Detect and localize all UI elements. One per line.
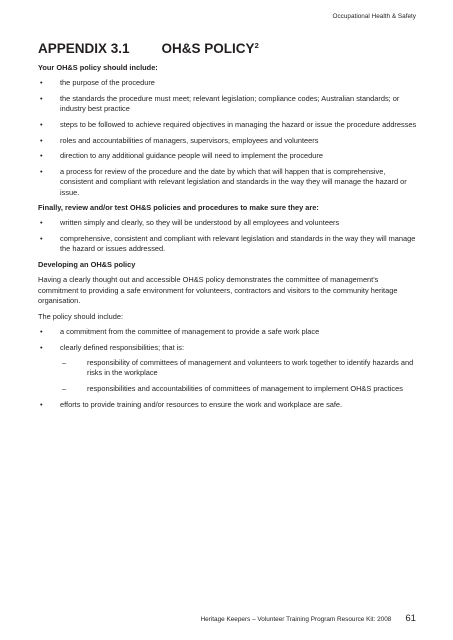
list-item-text: roles and accountabilities of managers, supervisors, employees and volunteers: [60, 135, 319, 145]
section-heading-review: Finally, review and/or test OH&S policies and procedures to make sure they are:: [38, 203, 319, 213]
footer-text: Heritage Keepers – Volunteer Training Program Resource Kit: 2008: [200, 616, 392, 623]
bullet-icon: •: [40, 234, 43, 244]
bullet-icon: •: [40, 327, 43, 337]
list-item: [38, 78, 417, 88]
list-item-text: the purpose of the procedure: [60, 78, 155, 87]
bullet-icon: •: [40, 93, 43, 103]
running-header: Occupational Health & Safety: [332, 13, 416, 20]
footnote-marker: 2: [254, 41, 259, 50]
appendix-number: APPENDIX 3.1: [38, 41, 130, 56]
bullet-icon: •: [40, 151, 43, 161]
list-item-text: steps to be followed to achieve required objectives in managing the hazard or issue the procedure addresses: [60, 119, 417, 129]
sub-list-item-text: responsibilities and accountabilities of committees of management to implement OH&S practices: [87, 384, 403, 394]
dash-icon: –: [62, 384, 67, 394]
list-item: [38, 343, 417, 394]
sub-list-item: [60, 384, 417, 394]
section-heading-include: Your OH&S policy should include:: [38, 63, 158, 72]
bullet-icon: •: [40, 119, 43, 129]
list-item: [38, 120, 417, 130]
list-item-text: clearly defined responsibilities; that is:: [60, 342, 185, 352]
list-item-text: a commitment from the committee of management to provide a safe work place: [60, 327, 320, 337]
list-item-text: the standards the procedure must meet; relevant legislation; compliance codes; Australian standards; or industry best practice: [60, 93, 400, 113]
sub-list-item: [60, 358, 417, 378]
bullet-icon: •: [40, 399, 43, 409]
list-item-text: a process for review of the procedure and the date by which that will happen that is comprehensive, consistent and compliant with relevant legislation and standards in the way they will manage the hazard or issue.: [60, 167, 407, 197]
list-item: [38, 327, 417, 337]
page-title: [38, 38, 417, 57]
sub-list-item-text: responsibility of committees of management and volunteers to work together to identify hazards and risks in the workplace: [87, 358, 414, 378]
page-content: [38, 38, 417, 416]
policy-should-include-list: [38, 327, 417, 410]
policy-title: OH&S POLICY: [161, 41, 255, 56]
list-item: [38, 400, 417, 410]
list-item: [38, 136, 417, 146]
list-item: [38, 94, 417, 114]
list-intro: The policy should include:: [38, 311, 124, 321]
list-item-text: comprehensive, consistent and compliant with relevant legislation and standards in the way they will manage the hazard or issues addressed.: [60, 234, 416, 254]
review-list: [38, 218, 417, 254]
bullet-icon: •: [40, 167, 43, 177]
dash-icon: –: [62, 358, 67, 368]
list-item: [38, 167, 417, 198]
policy-include-list: [38, 78, 417, 198]
body-paragraph: Having a clearly thought out and accessible OH&S policy demonstrates the committee of management's commitment to providing a safe environment for volunteers, contractors and visitors to the community heritage organisation.: [38, 275, 398, 306]
list-item-text: written simply and clearly, so they will be understood by all employees and volunteers: [60, 218, 340, 228]
page-footer: [201, 613, 416, 624]
bullet-icon: •: [40, 78, 43, 87]
responsibilities-sublist: [60, 358, 417, 394]
list-item-text: efforts to provide training and/or resources to ensure the work and workplace are safe.: [60, 399, 343, 409]
list-item: [38, 234, 417, 254]
bullet-icon: •: [40, 135, 43, 145]
page-number: 61: [405, 613, 416, 624]
bullet-icon: •: [40, 218, 43, 228]
section-heading-developing: Developing an OH&S policy: [38, 260, 136, 270]
list-item: [38, 151, 417, 161]
list-item: [38, 218, 417, 228]
list-item-text: direction to any additional guidance people will need to implement the procedure: [60, 151, 323, 161]
bullet-icon: •: [40, 342, 43, 352]
